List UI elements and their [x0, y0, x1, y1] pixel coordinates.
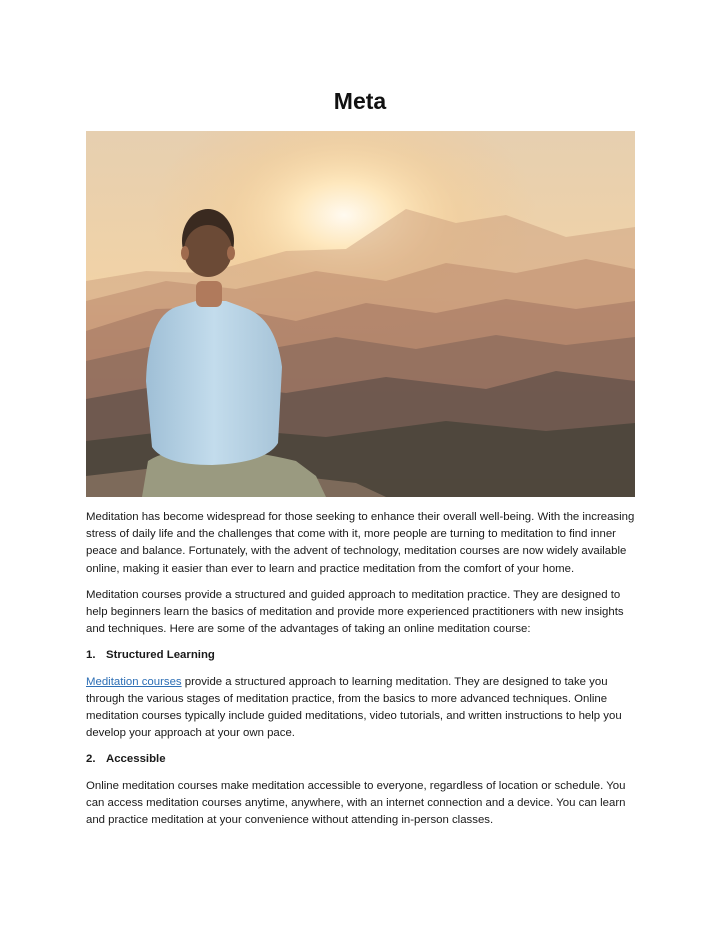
- meditation-courses-link[interactable]: Meditation courses: [86, 675, 182, 688]
- section-paragraph-structured-learning: [86, 674, 636, 743]
- section-heading-structured-learning: [86, 647, 636, 664]
- meditation-photo: [86, 131, 635, 497]
- section-heading-text: Accessible: [106, 753, 166, 766]
- section-heading-text: Structured Learning: [106, 649, 215, 662]
- intro-paragraph-2: Meditation courses provide a structured and guided approach to meditation practice. They are designed to help beginners learn the basics of meditation and provide more experienced practitioners with new insights and techniques. Here are some of the advantages of taking an online meditation course:: [86, 588, 624, 636]
- section-paragraph-accessible: Online meditation courses make meditation accessible to everyone, regardless of location or schedule. You can access meditation courses anytime, anywhere, with an internet connection and a device. You can learn and practice meditation at your convenience without attending in-person classes.: [86, 779, 626, 827]
- article-body: [86, 509, 636, 838]
- hero-image: [86, 131, 635, 497]
- section-body-text: provide a structured approach to learning meditation. They are designed to take you through the various stages of meditation practice, from the basics to more advanced techniques. Online meditation courses typically include guided meditations, video tutorials, and written instructions to help you develop your approach at your own pace.: [86, 675, 622, 740]
- section-number: 1.: [86, 649, 96, 662]
- page-title: Meta: [333, 88, 387, 114]
- intro-paragraph-1: Meditation has become widespread for those seeking to enhance their overall well-being. With the increasing stress of daily life and the challenges that come with it, more people are turning to meditation to find inner peace and balance. Fortunately, with the advent of technology, meditation courses are now widely available online, making it easier than ever to learn and practice meditation from the comfort of your home.: [86, 511, 635, 575]
- section-number: 2.: [86, 753, 96, 766]
- section-heading-accessible: [86, 751, 636, 768]
